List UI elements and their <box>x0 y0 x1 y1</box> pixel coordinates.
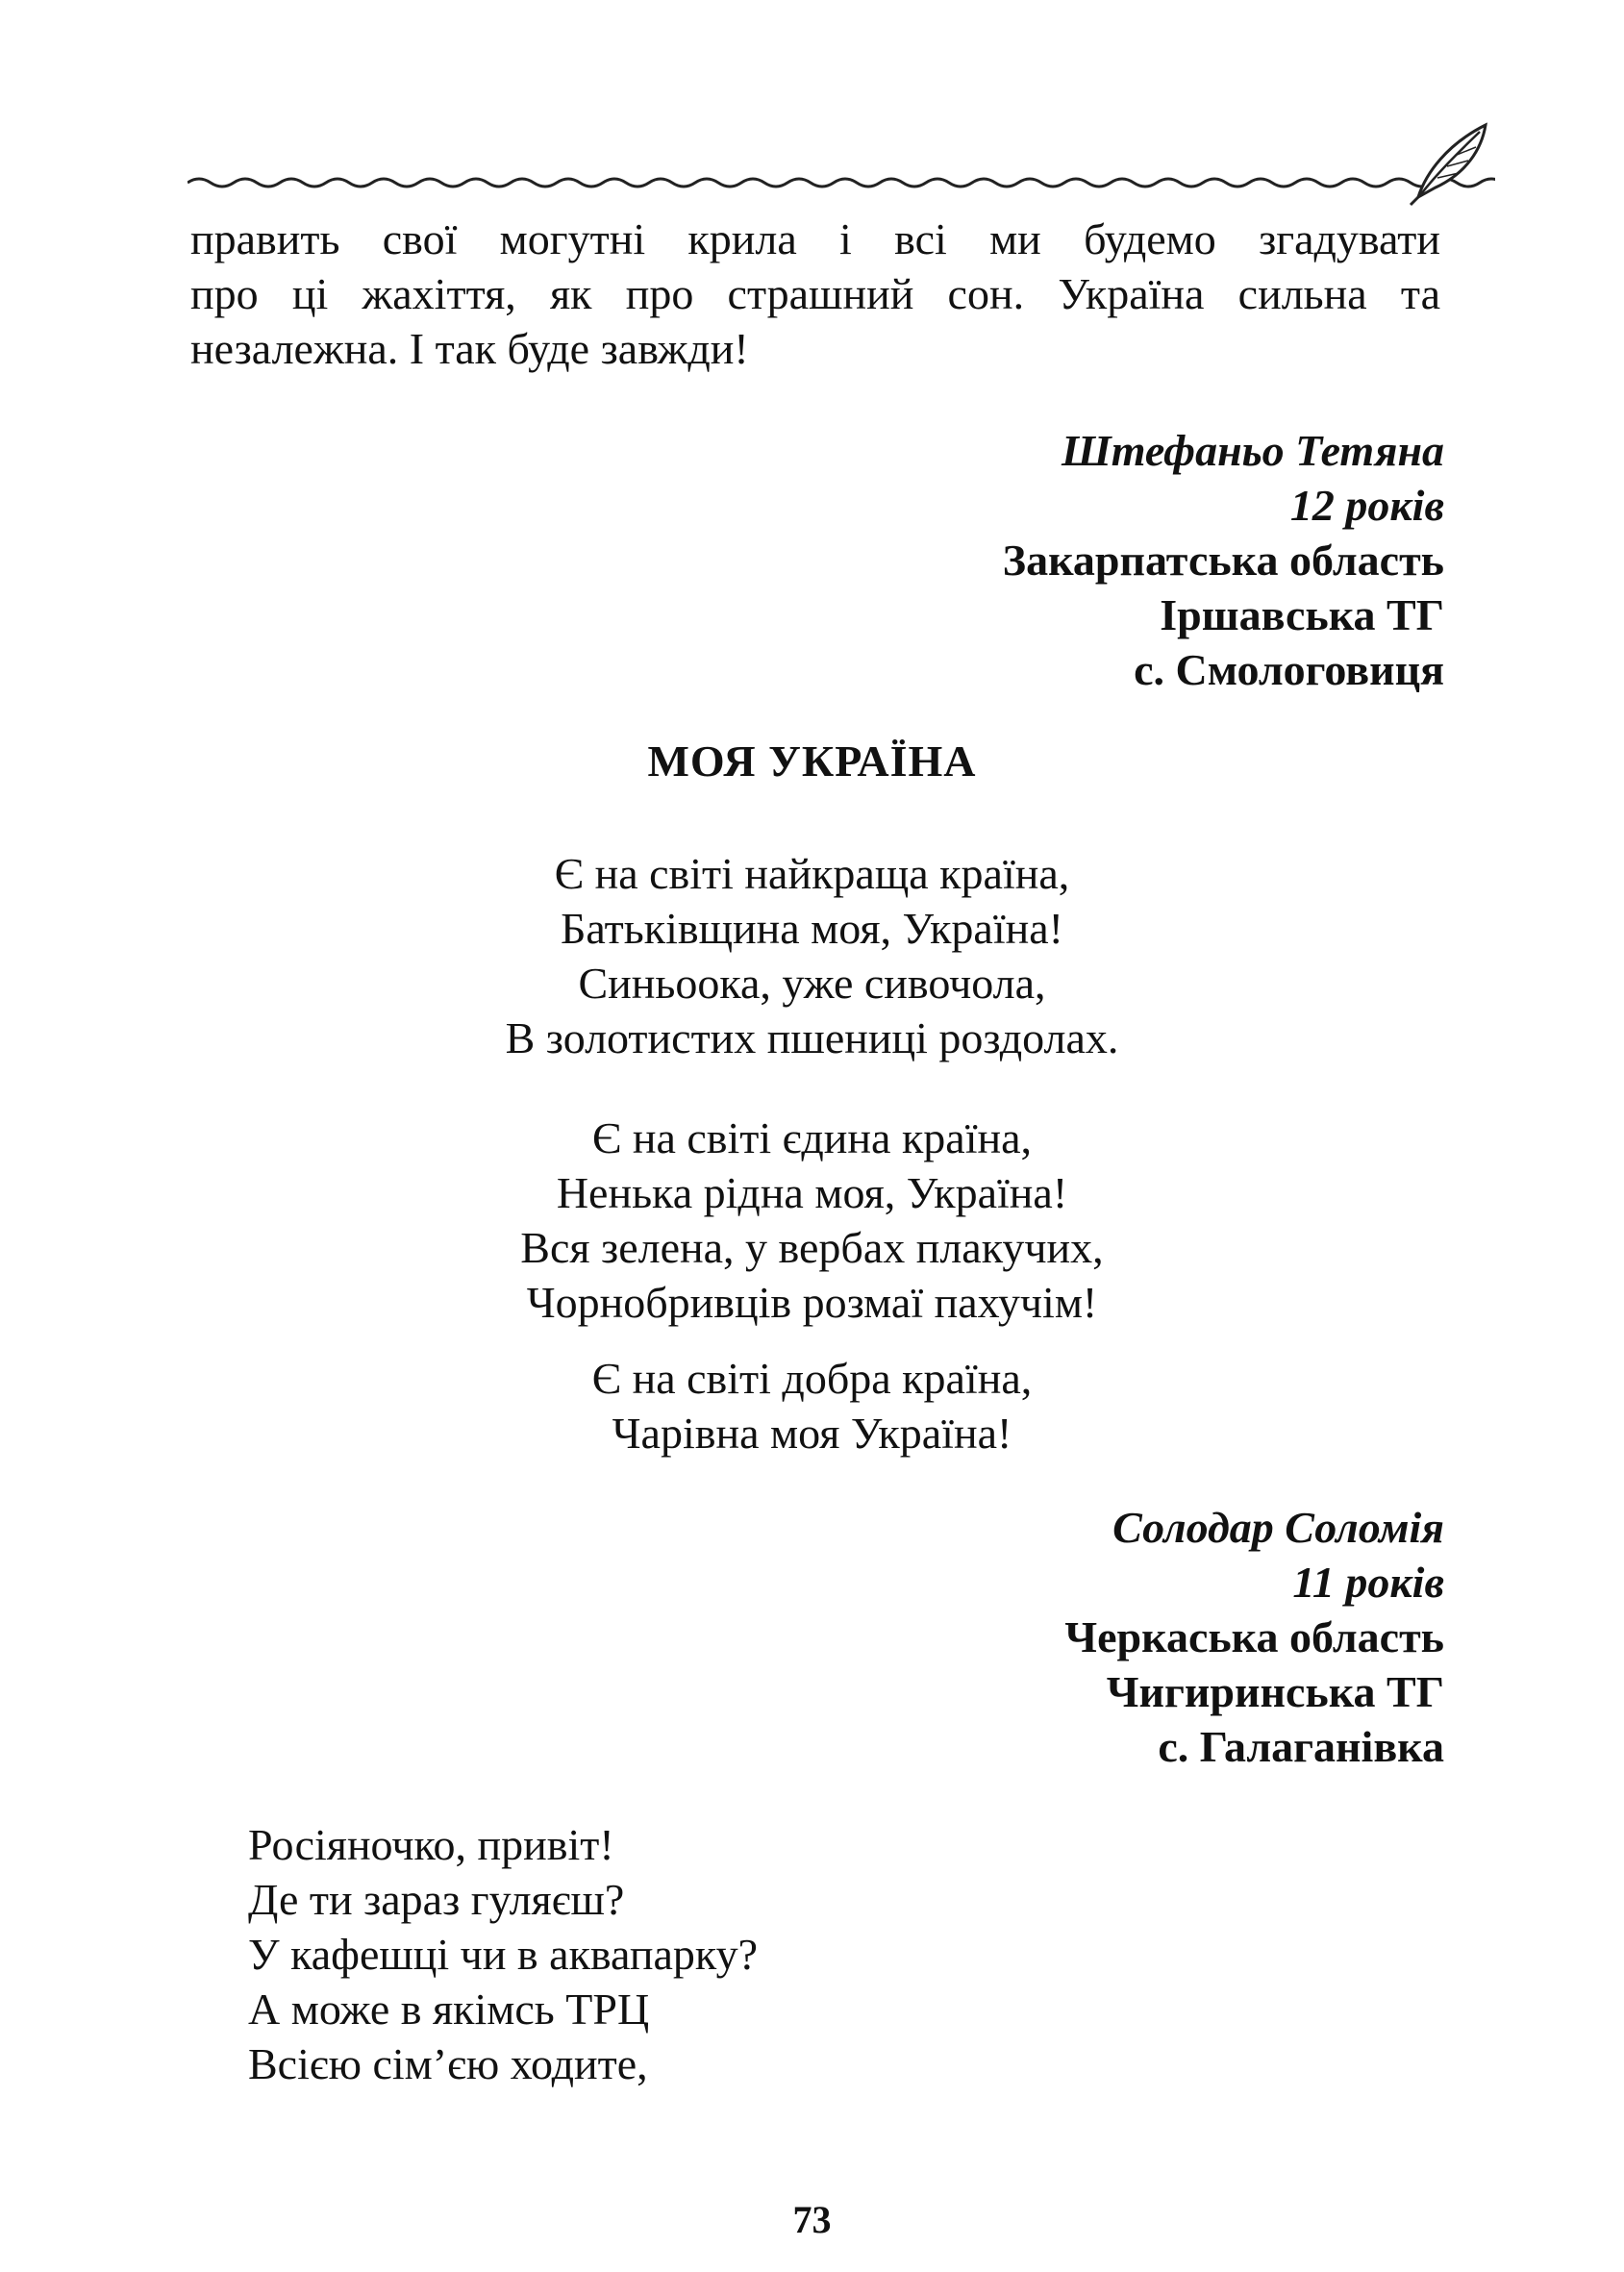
author-age: 11 років <box>1292 1558 1444 1607</box>
verse-line: У кафешці чи в аквапарку? <box>248 1930 758 1979</box>
author-region: Закарпатська область <box>1002 536 1444 585</box>
author-signature-2 <box>1064 1500 1444 1774</box>
verse-line: Всією сім’єю ходите, <box>248 2039 648 2088</box>
author-name: Штефаньо Тетяна <box>1061 426 1444 475</box>
wavy-line <box>187 179 1495 187</box>
poem-line: Є на світі найкраща країна, <box>554 849 1070 898</box>
author-village: с. Смологовиця <box>1134 645 1444 694</box>
feather-quill-icon <box>1411 125 1486 205</box>
poem-title: МОЯ УКРАЇНА <box>647 737 977 786</box>
author-community: Чигиринська ТГ <box>1106 1667 1444 1716</box>
free-verse-poem <box>248 1817 758 2091</box>
author-village: с. Галаганівка <box>1158 1722 1444 1771</box>
poem-line: Є на світі добра країна, <box>591 1354 1033 1403</box>
header-wave-with-feather <box>187 120 1495 207</box>
prose-line: править свої могутні крила і всі ми будемо згадувати <box>190 214 1440 263</box>
poem-line: В золотистих пшениці роздолах. <box>505 1013 1119 1062</box>
poem-line: Чорнобривців розмаї пахучім! <box>526 1278 1098 1327</box>
poem-line: Є на світі єдина країна, <box>591 1113 1033 1162</box>
page-number: 73 <box>792 2198 832 2241</box>
author-community: Іршавська ТГ <box>1160 590 1444 639</box>
author-signature-1 <box>1003 423 1444 697</box>
verse-line: А може в якімсь ТРЦ <box>248 1985 650 2034</box>
poem-line: Чарівна моя Україна! <box>612 1409 1012 1458</box>
poem-stanza-3 <box>0 1351 1624 1461</box>
author-name: Солодар Соломія <box>1112 1503 1444 1552</box>
author-age: 12 років <box>1289 481 1444 530</box>
poem-stanza-2 <box>0 1111 1624 1330</box>
prose-line: незалежна. І так буде завжди! <box>190 324 749 373</box>
prose-line: про ці жахіття, як про страшний сон. Україна сильна та <box>190 269 1440 318</box>
verse-line: Росіяночко, привіт! <box>248 1820 614 1869</box>
prose-continuation <box>190 212 1440 376</box>
poem-line: Вся зелена, у вербах плакучих, <box>520 1223 1104 1272</box>
poem-line: Ненька рідна моя, Україна! <box>556 1168 1068 1217</box>
poem-stanza-1 <box>0 846 1624 1065</box>
author-region: Черкаська область <box>1064 1612 1444 1661</box>
poem-line: Батьківщина моя, Україна! <box>561 904 1063 953</box>
poem-line: Синьоока, уже сивочола, <box>578 959 1046 1008</box>
verse-line: Де ти зараз гуляєш? <box>248 1875 625 1924</box>
